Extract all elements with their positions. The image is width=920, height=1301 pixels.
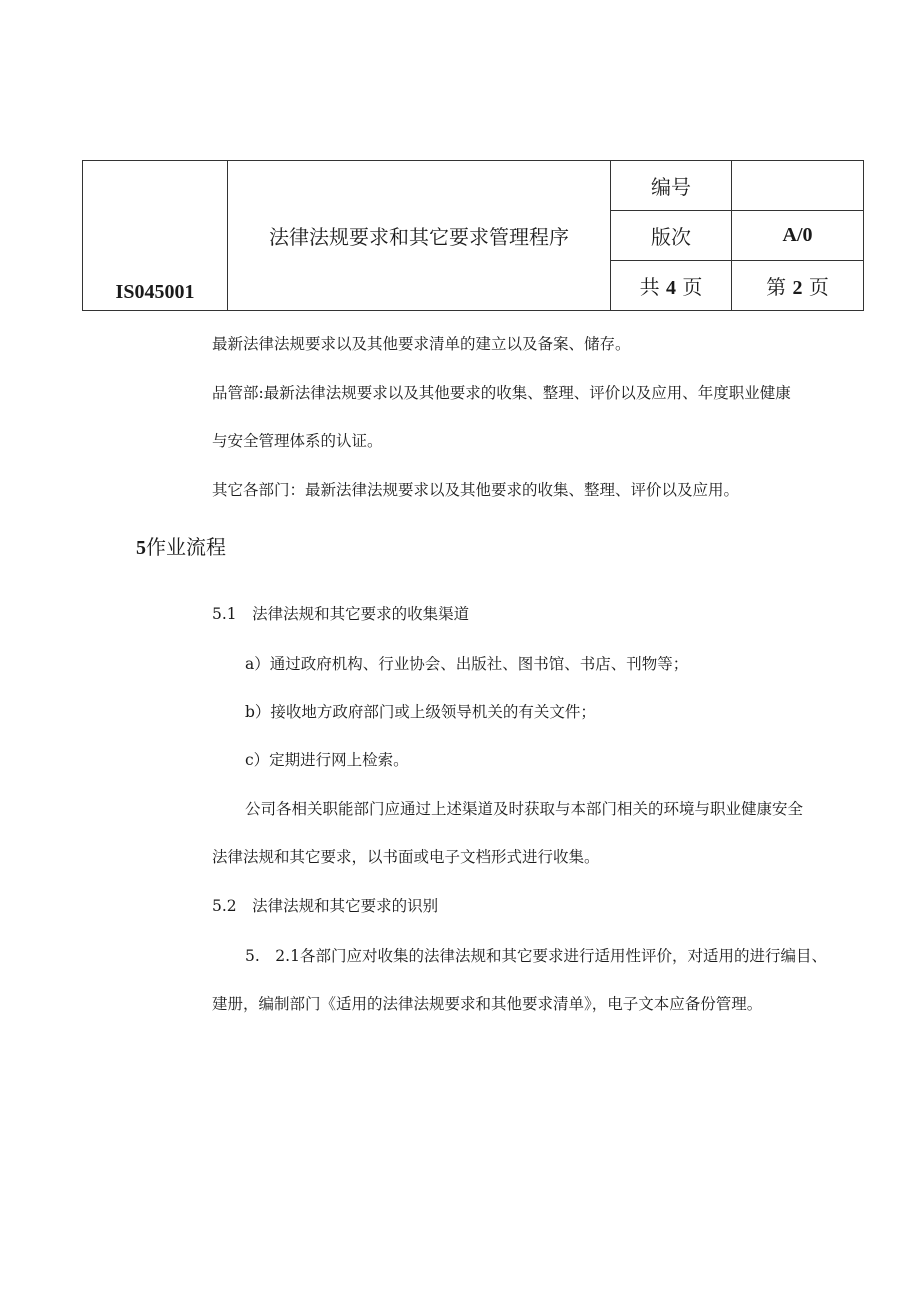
number-value [732,161,864,211]
section-heading [136,531,226,560]
paragraph-5-2-1-line1: 5. 2.1各部门应对收集的法律法规和其它要求进行适用性评价，对适用的进行编目、 [245,947,827,965]
total-pages-number: 4 [666,277,676,299]
paragraph-collection-line2: 法律法规和其它要求，以书面或电子文档形式进行收集。 [212,848,600,866]
version-value: A/0 [732,211,864,261]
total-prefix: 共 [639,275,660,299]
document-id: IS045001 [83,161,228,311]
page-suffix: 页 [808,275,829,299]
list-item-a: a）通过政府机构、行业协会、出版社、图书馆、书店、刊物等； [245,655,689,673]
paragraph-5-2-1-line2: 建册，编制部门《适用的法律法规要求和其他要求清单》，电子文本应备份管理。 [212,995,763,1013]
version-label: 版次 [611,211,732,261]
current-page [732,261,864,311]
list-item-b: b）接收地方政府部门或上级领导机关的有关文件； [245,703,596,721]
paragraph-collection-line1: 公司各相关职能部门应通过上述渠道及时获取与本部门相关的环境与职业健康安全 [245,800,804,818]
total-pages [611,261,732,311]
current-page-number: 2 [792,277,803,299]
subsection-5-2-title: 5.2 法律法规和其它要求的识别 [212,897,439,915]
document-header-table [82,160,864,311]
total-suffix: 页 [682,275,703,299]
number-label: 编号 [611,161,732,211]
section-number: 5 [136,537,146,559]
paragraph-quality-dept-line1: 品管部:最新法律法规要求以及其他要求的收集、整理、评价以及应用、年度职业健康 [212,384,791,402]
paragraph-quality-dept-line2: 与安全管理体系的认证。 [212,432,383,450]
page-prefix: 第 [766,275,787,299]
list-item-c: c）定期进行网上检索。 [245,751,409,769]
paragraph-other-depts: 其它各部门：最新法律法规要求以及其他要求的收集、整理、评价以及应用。 [212,481,740,499]
section-title: 作业流程 [146,535,226,559]
paragraph-list-record: 最新法律法规要求以及其他要求清单的建立以及备案、储存。 [212,335,631,353]
document-title: 法律法规要求和其它要求管理程序 [228,161,611,311]
subsection-5-1-title: 5.1 法律法规和其它要求的收集渠道 [212,605,470,623]
